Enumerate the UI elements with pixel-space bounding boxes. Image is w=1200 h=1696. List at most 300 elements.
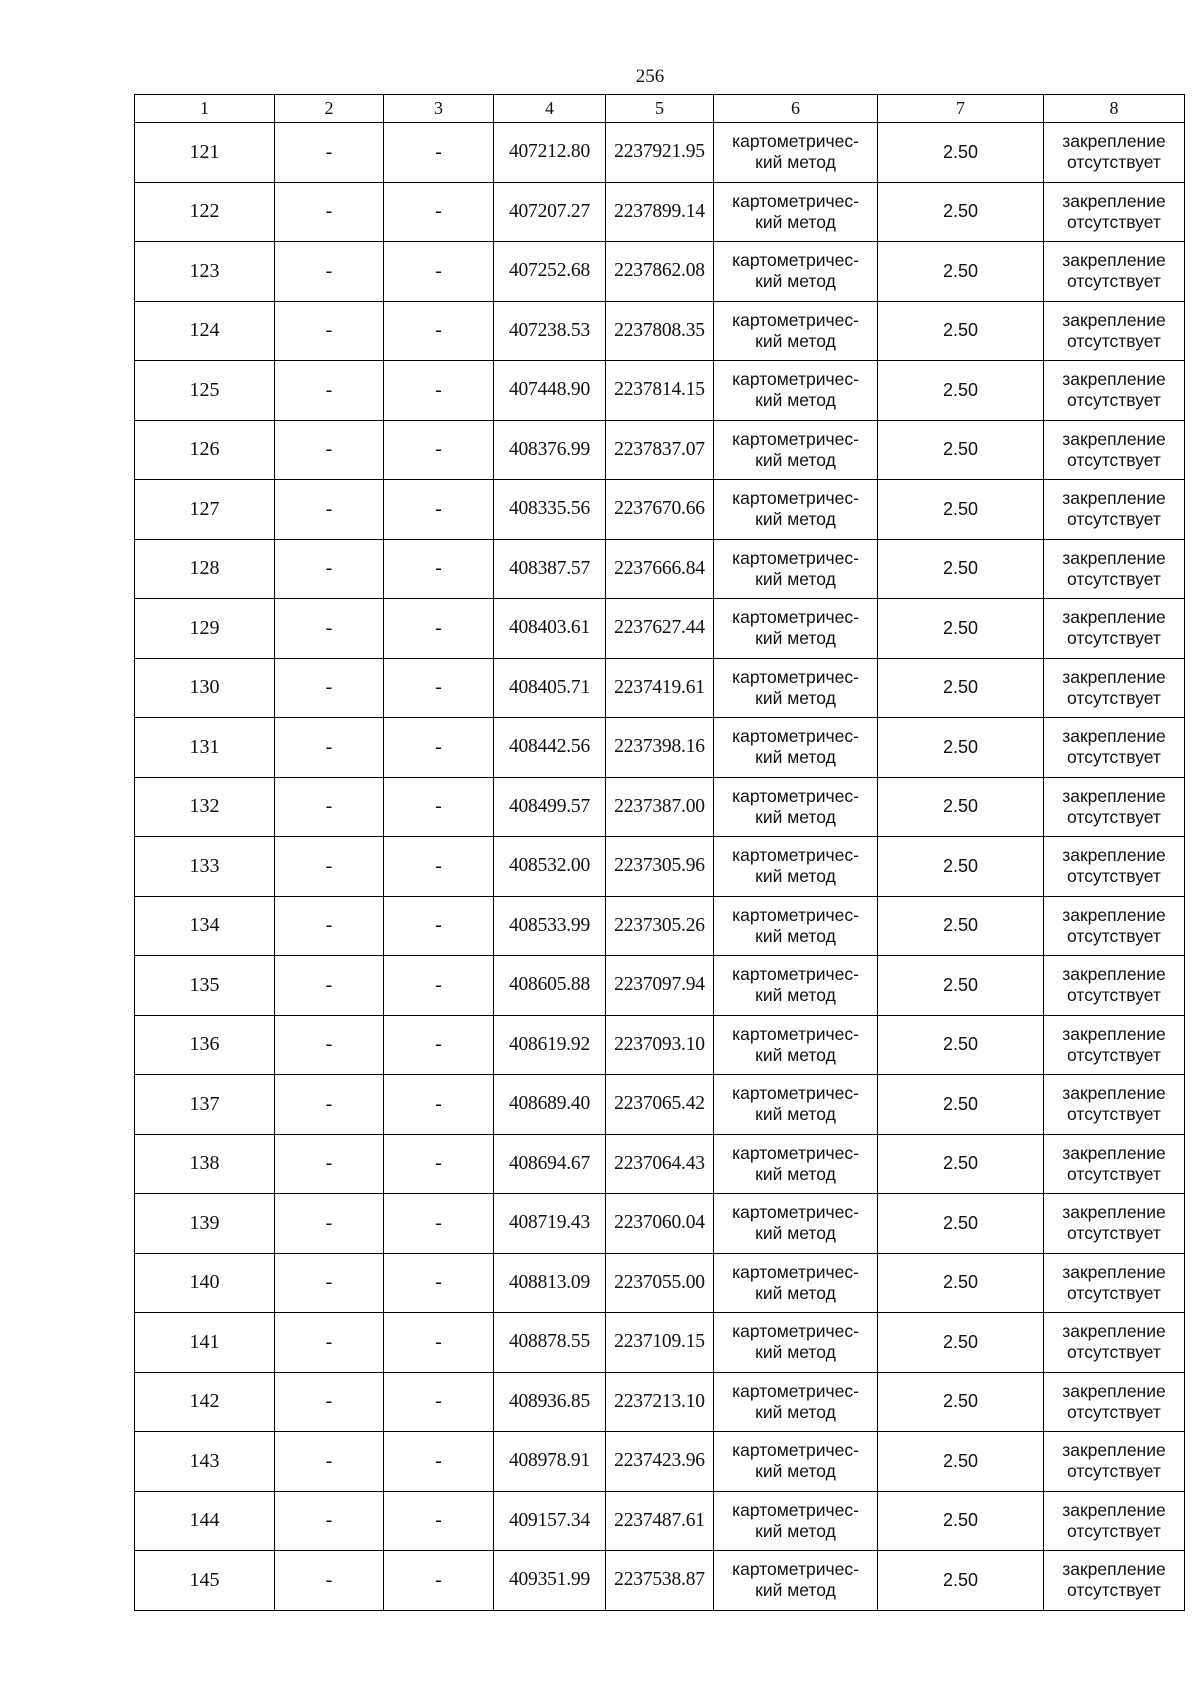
column-header: 8 — [1044, 95, 1185, 123]
point-number-cell: 130 — [135, 658, 275, 718]
column-2-cell: - — [275, 837, 384, 897]
table-row — [135, 1313, 1185, 1373]
column-2-cell: - — [275, 1372, 384, 1432]
method-text: картометричес- — [732, 1083, 859, 1104]
column-3-cell: - — [384, 1075, 494, 1135]
method-text: кий метод — [755, 866, 836, 887]
y-coordinate-cell: 2237899.14 — [606, 182, 714, 242]
point-number-cell: 127 — [135, 480, 275, 540]
precision-cell: 2.50 — [878, 1432, 1044, 1492]
fixation-text: закрепление — [1062, 666, 1166, 687]
column-2-cell: - — [275, 1313, 384, 1373]
method-cell — [714, 1372, 878, 1432]
method-cell — [714, 1075, 878, 1135]
y-coordinate-cell: 2237387.00 — [606, 777, 714, 837]
table-row — [135, 1253, 1185, 1313]
x-coordinate-cell: 408335.56 — [494, 480, 606, 540]
precision-cell: 2.50 — [878, 1551, 1044, 1611]
precision-cell: 2.50 — [878, 658, 1044, 718]
table-row — [135, 837, 1185, 897]
method-text: кий метод — [755, 687, 836, 708]
column-3-cell: - — [384, 1194, 494, 1254]
x-coordinate-cell: 408936.85 — [494, 1372, 606, 1432]
method-text: картометричес- — [732, 785, 859, 806]
method-cell — [714, 1551, 878, 1611]
x-coordinate-cell: 409157.34 — [494, 1491, 606, 1551]
fixation-cell — [1044, 420, 1185, 480]
method-cell — [714, 1491, 878, 1551]
precision-cell: 2.50 — [878, 896, 1044, 956]
point-number-cell: 144 — [135, 1491, 275, 1551]
precision-cell: 2.50 — [878, 1075, 1044, 1135]
fixation-text: закрепление — [1062, 904, 1166, 925]
fixation-text: отсутствует — [1067, 1104, 1161, 1125]
column-3-cell: - — [384, 1134, 494, 1194]
column-3-cell: - — [384, 837, 494, 897]
fixation-text: отсутствует — [1067, 628, 1161, 649]
method-cell — [714, 599, 878, 659]
point-number-cell: 133 — [135, 837, 275, 897]
fixation-cell — [1044, 1313, 1185, 1373]
x-coordinate-cell: 407207.27 — [494, 182, 606, 242]
method-text: картометричес- — [732, 1559, 859, 1580]
method-text: кий метод — [755, 925, 836, 946]
precision-cell: 2.50 — [878, 1372, 1044, 1432]
fixation-cell — [1044, 1491, 1185, 1551]
method-text: картометричес- — [732, 1202, 859, 1223]
y-coordinate-cell: 2237627.44 — [606, 599, 714, 659]
fixation-cell — [1044, 1253, 1185, 1313]
point-number-cell: 123 — [135, 242, 275, 302]
method-text: картометричес- — [732, 131, 859, 152]
y-coordinate-cell: 2237666.84 — [606, 539, 714, 599]
y-coordinate-cell: 2237814.15 — [606, 361, 714, 421]
column-3-cell: - — [384, 658, 494, 718]
fixation-text: отсутствует — [1067, 925, 1161, 946]
fixation-cell — [1044, 1194, 1185, 1254]
table-row — [135, 301, 1185, 361]
method-text: кий метод — [755, 1282, 836, 1303]
fixation-cell — [1044, 361, 1185, 421]
column-3-cell: - — [384, 1551, 494, 1611]
column-3-cell: - — [384, 1372, 494, 1432]
method-cell — [714, 242, 878, 302]
precision-cell: 2.50 — [878, 718, 1044, 778]
method-text: кий метод — [755, 806, 836, 827]
method-text: картометричес- — [732, 726, 859, 747]
fixation-text: отсутствует — [1067, 152, 1161, 173]
precision-cell: 2.50 — [878, 777, 1044, 837]
table-row — [135, 1075, 1185, 1135]
method-text: картометричес- — [732, 488, 859, 509]
x-coordinate-cell: 408978.91 — [494, 1432, 606, 1492]
fixation-cell — [1044, 301, 1185, 361]
x-coordinate-cell: 408499.57 — [494, 777, 606, 837]
table-row — [135, 480, 1185, 540]
fixation-cell — [1044, 1551, 1185, 1611]
column-3-cell: - — [384, 301, 494, 361]
method-cell — [714, 1015, 878, 1075]
x-coordinate-cell: 408619.92 — [494, 1015, 606, 1075]
fixation-text: отсутствует — [1067, 568, 1161, 589]
x-coordinate-cell: 408694.67 — [494, 1134, 606, 1194]
column-3-cell: - — [384, 718, 494, 778]
column-3-cell: - — [384, 361, 494, 421]
y-coordinate-cell: 2237862.08 — [606, 242, 714, 302]
column-header: 7 — [878, 95, 1044, 123]
column-3-cell: - — [384, 1253, 494, 1313]
y-coordinate-cell: 2237423.96 — [606, 1432, 714, 1492]
column-3-cell: - — [384, 480, 494, 540]
point-number-cell: 126 — [135, 420, 275, 480]
fixation-text: закрепление — [1062, 1202, 1166, 1223]
fixation-cell — [1044, 718, 1185, 778]
table-row — [135, 1491, 1185, 1551]
point-number-cell: 122 — [135, 182, 275, 242]
column-3-cell: - — [384, 1313, 494, 1373]
point-number-cell: 125 — [135, 361, 275, 421]
column-2-cell: - — [275, 658, 384, 718]
table-row — [135, 242, 1185, 302]
method-text: картометричес- — [732, 1142, 859, 1163]
x-coordinate-cell: 407238.53 — [494, 301, 606, 361]
method-text: картометричес- — [732, 190, 859, 211]
fixation-text: закрепление — [1062, 1440, 1166, 1461]
column-2-cell: - — [275, 956, 384, 1016]
point-number-cell: 140 — [135, 1253, 275, 1313]
fixation-text: закрепление — [1062, 1559, 1166, 1580]
point-number-cell: 141 — [135, 1313, 275, 1373]
fixation-cell — [1044, 956, 1185, 1016]
precision-cell: 2.50 — [878, 1253, 1044, 1313]
fixation-text: отсутствует — [1067, 687, 1161, 708]
precision-cell: 2.50 — [878, 420, 1044, 480]
column-header: 1 — [135, 95, 275, 123]
fixation-cell — [1044, 242, 1185, 302]
column-header: 4 — [494, 95, 606, 123]
column-2-cell: - — [275, 1551, 384, 1611]
column-3-cell: - — [384, 242, 494, 302]
column-3-cell: - — [384, 956, 494, 1016]
fixation-text: отсутствует — [1067, 211, 1161, 232]
method-cell — [714, 301, 878, 361]
point-number-cell: 138 — [135, 1134, 275, 1194]
fixation-text: отсутствует — [1067, 1461, 1161, 1482]
method-text: кий метод — [755, 1223, 836, 1244]
method-text: кий метод — [755, 1461, 836, 1482]
fixation-text: отсутствует — [1067, 330, 1161, 351]
method-text: кий метод — [755, 747, 836, 768]
y-coordinate-cell: 2237921.95 — [606, 123, 714, 183]
x-coordinate-cell: 408605.88 — [494, 956, 606, 1016]
table-row — [135, 1015, 1185, 1075]
fixation-text: закрепление — [1062, 726, 1166, 747]
table-row — [135, 1432, 1185, 1492]
y-coordinate-cell: 2237538.87 — [606, 1551, 714, 1611]
method-text: кий метод — [755, 1044, 836, 1065]
table-row — [135, 182, 1185, 242]
point-number-cell: 143 — [135, 1432, 275, 1492]
method-text: кий метод — [755, 449, 836, 470]
x-coordinate-cell: 407212.80 — [494, 123, 606, 183]
table-row — [135, 1134, 1185, 1194]
fixation-text: закрепление — [1062, 1083, 1166, 1104]
method-cell — [714, 658, 878, 718]
table-row — [135, 658, 1185, 718]
fixation-text: отсутствует — [1067, 1282, 1161, 1303]
column-2-cell: - — [275, 242, 384, 302]
method-cell — [714, 896, 878, 956]
fixation-text: закрепление — [1062, 190, 1166, 211]
column-3-cell: - — [384, 1015, 494, 1075]
precision-cell: 2.50 — [878, 1491, 1044, 1551]
column-2-cell: - — [275, 182, 384, 242]
fixation-text: закрепление — [1062, 488, 1166, 509]
x-coordinate-cell: 408405.71 — [494, 658, 606, 718]
column-2-cell: - — [275, 1015, 384, 1075]
table-row — [135, 123, 1185, 183]
fixation-text: закрепление — [1062, 1261, 1166, 1282]
precision-cell: 2.50 — [878, 182, 1044, 242]
point-number-cell: 136 — [135, 1015, 275, 1075]
fixation-text: закрепление — [1062, 1380, 1166, 1401]
precision-cell: 2.50 — [878, 1194, 1044, 1254]
column-2-cell: - — [275, 896, 384, 956]
precision-cell: 2.50 — [878, 837, 1044, 897]
column-header: 6 — [714, 95, 878, 123]
fixation-text: закрепление — [1062, 964, 1166, 985]
table-row — [135, 718, 1185, 778]
table-row — [135, 956, 1185, 1016]
column-3-cell: - — [384, 599, 494, 659]
method-text: кий метод — [755, 211, 836, 232]
method-text: кий метод — [755, 1163, 836, 1184]
fixation-text: отсутствует — [1067, 1342, 1161, 1363]
method-text: картометричес- — [732, 964, 859, 985]
x-coordinate-cell: 408719.43 — [494, 1194, 606, 1254]
point-number-cell: 142 — [135, 1372, 275, 1432]
method-text: кий метод — [755, 1342, 836, 1363]
y-coordinate-cell: 2237055.00 — [606, 1253, 714, 1313]
method-cell — [714, 718, 878, 778]
coordinates-table — [134, 94, 1185, 1611]
y-coordinate-cell: 2237064.43 — [606, 1134, 714, 1194]
precision-cell: 2.50 — [878, 361, 1044, 421]
fixation-cell — [1044, 1015, 1185, 1075]
fixation-text: закрепление — [1062, 1023, 1166, 1044]
method-text: картометричес- — [732, 1499, 859, 1520]
method-text: картометричес- — [732, 309, 859, 330]
fixation-cell — [1044, 777, 1185, 837]
column-header: 5 — [606, 95, 714, 123]
point-number-cell: 131 — [135, 718, 275, 778]
method-cell — [714, 1134, 878, 1194]
column-2-cell: - — [275, 1075, 384, 1135]
y-coordinate-cell: 2237419.61 — [606, 658, 714, 718]
x-coordinate-cell: 408376.99 — [494, 420, 606, 480]
y-coordinate-cell: 2237060.04 — [606, 1194, 714, 1254]
fixation-cell — [1044, 1372, 1185, 1432]
method-text: картометричес- — [732, 547, 859, 568]
y-coordinate-cell: 2237808.35 — [606, 301, 714, 361]
column-2-cell: - — [275, 1491, 384, 1551]
fixation-text: закрепление — [1062, 309, 1166, 330]
method-text: кий метод — [755, 985, 836, 1006]
page-number: 256 — [635, 66, 665, 87]
point-number-cell: 124 — [135, 301, 275, 361]
method-cell — [714, 1313, 878, 1373]
table-row — [135, 1194, 1185, 1254]
method-text: картометричес- — [732, 369, 859, 390]
method-text: картометричес- — [732, 1380, 859, 1401]
method-text: кий метод — [755, 1580, 836, 1601]
y-coordinate-cell: 2237093.10 — [606, 1015, 714, 1075]
method-cell — [714, 182, 878, 242]
fixation-cell — [1044, 182, 1185, 242]
column-2-cell: - — [275, 539, 384, 599]
column-2-cell: - — [275, 1134, 384, 1194]
x-coordinate-cell: 407448.90 — [494, 361, 606, 421]
method-text: кий метод — [755, 330, 836, 351]
fixation-cell — [1044, 658, 1185, 718]
method-text: картометричес- — [732, 1321, 859, 1342]
precision-cell: 2.50 — [878, 1015, 1044, 1075]
x-coordinate-cell: 408813.09 — [494, 1253, 606, 1313]
precision-cell: 2.50 — [878, 242, 1044, 302]
method-cell — [714, 420, 878, 480]
x-coordinate-cell: 408403.61 — [494, 599, 606, 659]
fixation-text: закрепление — [1062, 1321, 1166, 1342]
fixation-text: отсутствует — [1067, 866, 1161, 887]
method-text: картометричес- — [732, 428, 859, 449]
column-3-cell: - — [384, 539, 494, 599]
fixation-text: закрепление — [1062, 428, 1166, 449]
fixation-text: закрепление — [1062, 369, 1166, 390]
y-coordinate-cell: 2237109.15 — [606, 1313, 714, 1373]
precision-cell: 2.50 — [878, 1134, 1044, 1194]
x-coordinate-cell: 408532.00 — [494, 837, 606, 897]
fixation-text: закрепление — [1062, 845, 1166, 866]
method-cell — [714, 123, 878, 183]
fixation-text: отсутствует — [1067, 271, 1161, 292]
table-row — [135, 599, 1185, 659]
fixation-text: отсутствует — [1067, 1223, 1161, 1244]
method-cell — [714, 777, 878, 837]
fixation-text: закрепление — [1062, 1142, 1166, 1163]
fixation-cell — [1044, 123, 1185, 183]
y-coordinate-cell: 2237670.66 — [606, 480, 714, 540]
x-coordinate-cell: 408689.40 — [494, 1075, 606, 1135]
column-2-cell: - — [275, 480, 384, 540]
method-text: кий метод — [755, 390, 836, 411]
table-row — [135, 896, 1185, 956]
column-2-cell: - — [275, 420, 384, 480]
fixation-cell — [1044, 599, 1185, 659]
column-2-cell: - — [275, 777, 384, 837]
precision-cell: 2.50 — [878, 956, 1044, 1016]
column-2-cell: - — [275, 1253, 384, 1313]
column-header: 2 — [275, 95, 384, 123]
column-3-cell: - — [384, 420, 494, 480]
column-2-cell: - — [275, 1194, 384, 1254]
method-text: кий метод — [755, 568, 836, 589]
fixation-cell — [1044, 1134, 1185, 1194]
precision-cell: 2.50 — [878, 599, 1044, 659]
column-header: 3 — [384, 95, 494, 123]
method-cell — [714, 1432, 878, 1492]
point-number-cell: 132 — [135, 777, 275, 837]
y-coordinate-cell: 2237305.26 — [606, 896, 714, 956]
fixation-text: отсутствует — [1067, 1580, 1161, 1601]
point-number-cell: 139 — [135, 1194, 275, 1254]
x-coordinate-cell: 407252.68 — [494, 242, 606, 302]
fixation-cell — [1044, 837, 1185, 897]
column-2-cell: - — [275, 123, 384, 183]
table-body — [135, 123, 1185, 1611]
column-2-cell: - — [275, 1432, 384, 1492]
fixation-text: отсутствует — [1067, 1044, 1161, 1065]
y-coordinate-cell: 2237487.61 — [606, 1491, 714, 1551]
fixation-text: отсутствует — [1067, 390, 1161, 411]
fixation-text: закрепление — [1062, 1499, 1166, 1520]
method-text: картометричес- — [732, 250, 859, 271]
y-coordinate-cell: 2237097.94 — [606, 956, 714, 1016]
fixation-text: отсутствует — [1067, 985, 1161, 1006]
fixation-text: отсутствует — [1067, 1520, 1161, 1541]
fixation-cell — [1044, 539, 1185, 599]
y-coordinate-cell: 2237837.07 — [606, 420, 714, 480]
y-coordinate-cell: 2237065.42 — [606, 1075, 714, 1135]
table-row — [135, 420, 1185, 480]
column-3-cell: - — [384, 123, 494, 183]
method-text: картометричес- — [732, 1023, 859, 1044]
x-coordinate-cell: 408533.99 — [494, 896, 606, 956]
method-text: картометричес- — [732, 666, 859, 687]
table-row — [135, 539, 1185, 599]
point-number-cell: 145 — [135, 1551, 275, 1611]
fixation-text: отсутствует — [1067, 509, 1161, 530]
column-3-cell: - — [384, 777, 494, 837]
method-text: кий метод — [755, 509, 836, 530]
y-coordinate-cell: 2237213.10 — [606, 1372, 714, 1432]
fixation-text: закрепление — [1062, 607, 1166, 628]
method-text: картометричес- — [732, 845, 859, 866]
fixation-text: закрепление — [1062, 547, 1166, 568]
method-text: картометричес- — [732, 1440, 859, 1461]
table-row — [135, 777, 1185, 837]
fixation-text: закрепление — [1062, 250, 1166, 271]
y-coordinate-cell: 2237398.16 — [606, 718, 714, 778]
precision-cell: 2.50 — [878, 123, 1044, 183]
method-text: кий метод — [755, 152, 836, 173]
x-coordinate-cell: 408387.57 — [494, 539, 606, 599]
method-text: картометричес- — [732, 1261, 859, 1282]
table-row — [135, 1372, 1185, 1432]
x-coordinate-cell: 408878.55 — [494, 1313, 606, 1373]
point-number-cell: 129 — [135, 599, 275, 659]
fixation-text: закрепление — [1062, 785, 1166, 806]
x-coordinate-cell: 409351.99 — [494, 1551, 606, 1611]
fixation-text: отсутствует — [1067, 1401, 1161, 1422]
method-cell — [714, 956, 878, 1016]
fixation-cell — [1044, 480, 1185, 540]
precision-cell: 2.50 — [878, 301, 1044, 361]
method-cell — [714, 361, 878, 421]
fixation-text: отсутствует — [1067, 806, 1161, 827]
method-text: кий метод — [755, 628, 836, 649]
precision-cell: 2.50 — [878, 1313, 1044, 1373]
x-coordinate-cell: 408442.56 — [494, 718, 606, 778]
